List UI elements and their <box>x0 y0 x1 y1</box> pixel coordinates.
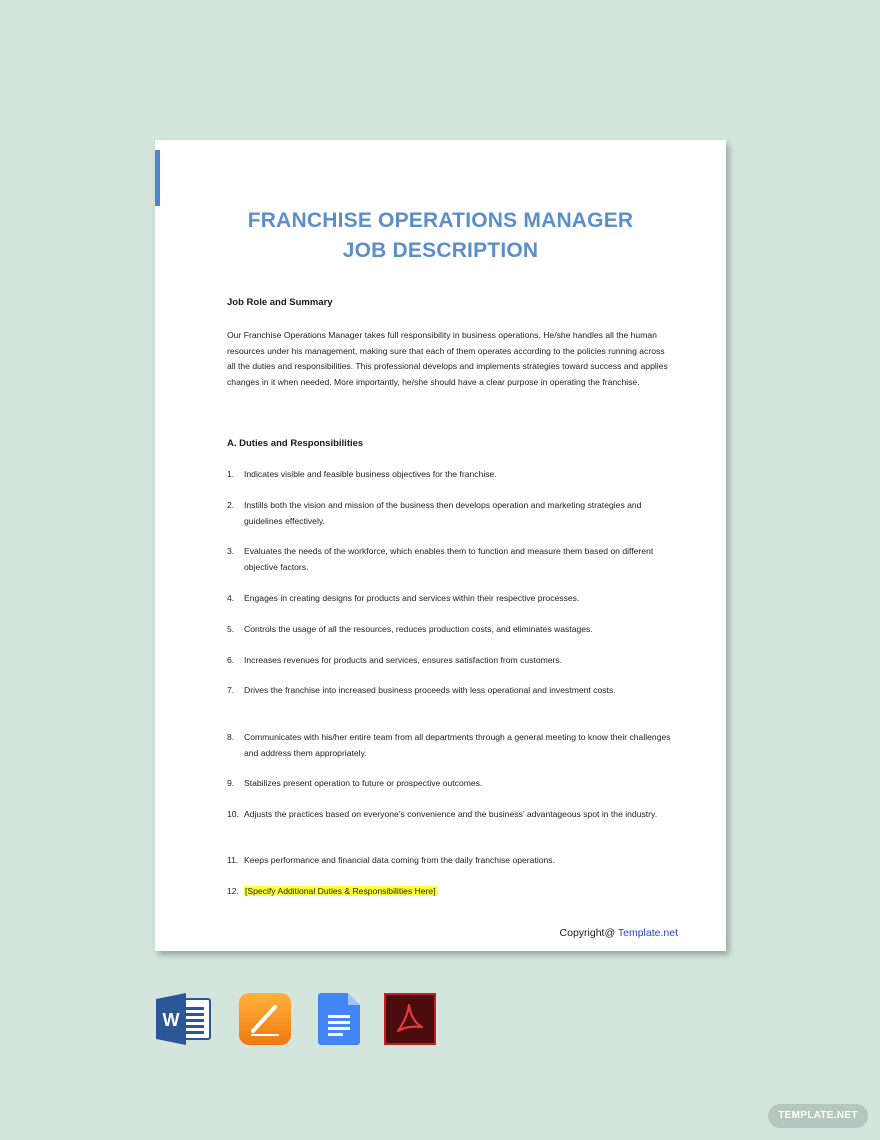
duty-text: Stabilizes present operation to future or prospective outcomes. <box>244 778 483 788</box>
duty-number: 7. <box>227 685 235 695</box>
duty-number: 9. <box>227 778 235 788</box>
duty-number: 10. <box>227 809 239 819</box>
duty-item <box>227 498 677 529</box>
duty-item <box>227 884 677 900</box>
google-docs-icon[interactable] <box>318 993 370 1045</box>
summary-paragraph: Our Franchise Operations Manager takes full responsibility in business operations. He/she handles all the human resources under his management, making sure that each of them operates according to the policies running across all the duties and responsibilities. This professional develops and implements strategies toward success and applies changes in it when needed. More importantly, he/she should have a clear purpose in operating the franchise. <box>227 330 668 387</box>
svg-text:W: W <box>162 1010 180 1030</box>
pdf-icon[interactable] <box>384 993 436 1045</box>
copyright-label: Copyright@ <box>559 927 616 939</box>
duty-placeholder-highlight: [Specify Additional Duties & Responsibilities Here] <box>245 886 436 896</box>
duty-number: 8. <box>227 732 235 742</box>
copyright-notice <box>560 927 678 939</box>
duty-number: 12. <box>227 886 239 896</box>
duty-item <box>227 730 677 761</box>
pages-icon[interactable] <box>239 993 291 1045</box>
duty-item <box>227 622 677 638</box>
duty-text: Communicates with his/her entire team from all departments through a general meeting to know their challenges and address them appropriately. <box>244 732 671 758</box>
copyright-site-link[interactable]: Template.net <box>617 927 678 939</box>
title-line-1: FRANCHISE OPERATIONS MANAGER <box>247 209 634 232</box>
word-icon[interactable] <box>156 993 208 1045</box>
duty-item <box>227 544 677 575</box>
duty-item <box>227 467 677 483</box>
duty-number: 1. <box>227 469 235 479</box>
duty-text: Controls the usage of all the resources, reduces production costs, and eliminates wastages. <box>244 624 593 634</box>
duty-item <box>227 683 677 699</box>
duty-item <box>227 807 677 823</box>
duty-number: 6. <box>227 655 235 665</box>
duty-text: Drives the franchise into increased business proceeds with less operational and investment costs. <box>244 685 616 695</box>
duty-text: Evaluates the needs of the workforce, which enables them to function and measure them based on different objective factors. <box>244 546 654 572</box>
duty-number: 2. <box>227 500 235 510</box>
duty-text: Engages in creating designs for products and services within their respective processes. <box>244 593 580 603</box>
duty-number: 4. <box>227 593 235 603</box>
duty-number: 11. <box>227 855 239 865</box>
duty-item <box>227 776 677 792</box>
accent-bar <box>155 150 160 206</box>
duty-item <box>227 853 677 869</box>
duty-number: 3. <box>227 546 235 556</box>
template-net-watermark: TEMPLATE.NET <box>768 1104 868 1128</box>
duties-heading: A. Duties and Responsibilities <box>227 438 364 449</box>
document-page <box>155 140 726 951</box>
duty-item <box>227 591 677 607</box>
title-line-2: JOB DESCRIPTION <box>342 239 539 262</box>
document-title <box>155 206 726 266</box>
duty-text: Indicates visible and feasible business objectives for the franchise. <box>244 469 497 479</box>
duty-number: 5. <box>227 624 235 634</box>
duty-item <box>227 653 677 669</box>
duty-text: Keeps performance and financial data coming from the daily franchise operations. <box>244 855 555 865</box>
duty-text: Increases revenues for products and services, ensures satisfaction from customers. <box>244 655 563 665</box>
duty-text: Instills both the vision and mission of the business then develops operation and marketing strategies and guidelines effectively. <box>244 500 642 526</box>
summary-heading: Job Role and Summary <box>227 297 333 308</box>
duty-text: Adjusts the practices based on everyone’s convenience and the business’ advantageous spot in the industry. <box>244 809 658 819</box>
